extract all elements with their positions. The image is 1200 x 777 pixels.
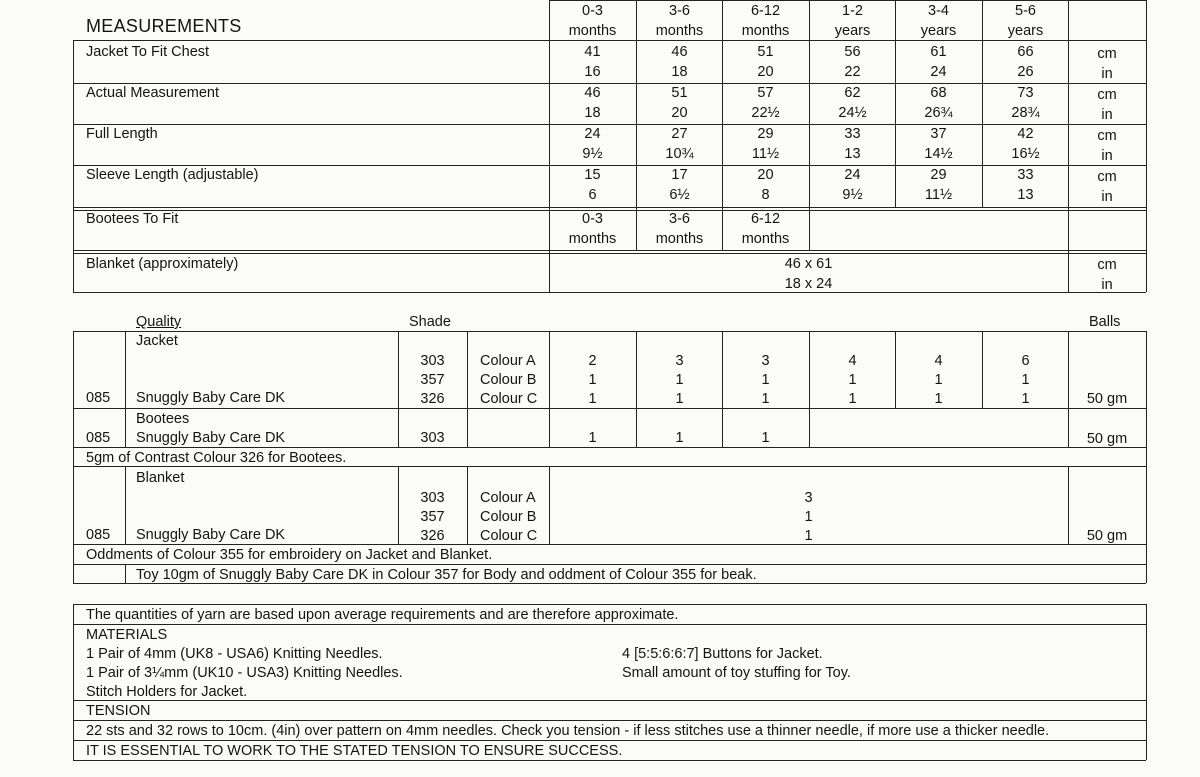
jacket-colour: Colour A [480, 353, 536, 369]
blanket-colour: Colour A [480, 490, 536, 506]
page-title: MEASUREMENTS [86, 16, 242, 36]
materials-item: Small amount of toy stuffing for Toy. [622, 665, 851, 681]
unit-in: in [1101, 148, 1113, 164]
measurement-cm-value: 51 [671, 85, 688, 101]
rule [125, 466, 126, 544]
bootees-balls-value: 1 [675, 430, 684, 446]
measurement-label: Sleeve Length (adjustable) [86, 167, 259, 183]
jacket-balls-value: 3 [675, 353, 684, 369]
rule [73, 253, 1146, 254]
rule [125, 564, 126, 583]
measurement-cm-value: 46 [671, 44, 688, 60]
tension-text: 22 sts and 32 rows to 10cm. (4in) over pattern on 4mm needles. Check you tension - if less stitches use a thinner needle, if more use a thicker needle. [86, 723, 1050, 739]
jacket-shade: 357 [420, 372, 445, 388]
unit-cm: cm [1097, 128, 1117, 144]
materials-item: 4 [5:5:6:6:7] Buttons for Jacket. [622, 646, 823, 662]
size-header-range: 1-2 [842, 3, 863, 19]
measurement-in-value: 28¾ [1011, 105, 1040, 121]
rule [809, 408, 810, 447]
size-header-range: 5-6 [1015, 3, 1036, 19]
bootees-size-range: 6-12 [750, 211, 781, 227]
measurement-cm-value: 17 [671, 167, 688, 183]
bootees-balls-value: 1 [761, 430, 770, 446]
tension-heading: TENSION [86, 703, 151, 719]
size-header-unit: years [920, 23, 957, 39]
measurement-cm-value: 42 [1017, 126, 1034, 142]
bootees-label: Bootees To Fit [86, 211, 179, 227]
jacket-balls-value: 1 [1021, 372, 1030, 388]
bootees-size-unit: months [568, 231, 617, 247]
measurement-cm-value: 46 [584, 85, 601, 101]
bootees-balls-value: 1 [588, 430, 597, 446]
materials-item: 1 Pair of 3¼mm (UK10 - USA3) Knitting Needles. [86, 665, 403, 681]
measurement-label: Full Length [86, 126, 158, 142]
rule [1146, 604, 1147, 760]
measurement-in-value: 8 [761, 187, 770, 203]
rule [125, 331, 126, 408]
measurement-in-value: 18 [584, 105, 601, 121]
measurement-cm-value: 15 [584, 167, 601, 183]
measurement-in-value: 26¾ [924, 105, 953, 121]
bootees-size-range: 0-3 [582, 211, 603, 227]
rule [73, 604, 74, 760]
measurement-cm-value: 29 [757, 126, 774, 142]
blanket-yarn-heading: Blanket [136, 470, 185, 486]
measurement-in-value: 11½ [751, 146, 780, 162]
quality-header: Quality [136, 314, 182, 330]
blanket-balls-value: 1 [804, 528, 813, 544]
measurement-cm-value: 62 [844, 85, 861, 101]
unit-in: in [1101, 189, 1113, 205]
blanket-size-cm: 46 x 61 [784, 256, 833, 272]
measurement-in-value: 24 [930, 64, 947, 80]
jacket-balls-value: 2 [588, 353, 597, 369]
measurement-label: Jacket To Fit Chest [86, 44, 210, 60]
jacket-colour: Colour C [480, 391, 538, 407]
jacket-shade: 303 [420, 353, 445, 369]
rule [1146, 0, 1147, 292]
measurement-cm-value: 20 [757, 167, 774, 183]
measurement-cm-value: 33 [844, 126, 861, 142]
measurement-in-value: 14½ [924, 146, 953, 162]
measurement-in-value: 6 [588, 187, 597, 203]
blanket-colour: Colour C [480, 528, 538, 544]
toy-note: Toy 10gm of Snuggly Baby Care DK in Colour 357 for Body and oddment of Colour 355 for beak. [136, 567, 757, 583]
measurement-in-value: 26 [1017, 64, 1034, 80]
jacket-balls-value: 1 [761, 372, 770, 388]
blanket-size-in: 18 x 24 [784, 276, 833, 292]
quantities-note: The quantities of yarn are based upon average requirements and are therefore approximate. [86, 607, 679, 623]
measurement-in-value: 11½ [924, 187, 953, 203]
tension-warning: IT IS ESSENTIAL TO WORK TO THE STATED TENSION TO ENSURE SUCCESS. [86, 743, 623, 759]
measurement-in-value: 16½ [1011, 146, 1040, 162]
measurement-cm-value: 41 [584, 44, 601, 60]
blanket-shade: 303 [420, 490, 445, 506]
measurement-cm-value: 57 [757, 85, 774, 101]
unit-cm: cm [1097, 169, 1117, 185]
materials-item: 1 Pair of 4mm (UK8 - USA6) Knitting Needles. [86, 646, 383, 662]
unit-cm: cm [1097, 257, 1117, 273]
rule [73, 447, 1146, 448]
rule [73, 207, 1146, 208]
measurement-in-value: 22½ [751, 105, 780, 121]
measurement-cm-value: 24 [844, 167, 861, 183]
jacket-balls-value: 1 [1021, 391, 1030, 407]
rule [809, 207, 810, 250]
jacket-unit: 50 gm [1086, 391, 1128, 407]
rule [125, 408, 126, 447]
rule [73, 604, 1146, 605]
balls-header: Balls [1089, 314, 1121, 330]
measurement-cm-value: 61 [930, 44, 947, 60]
measurement-in-value: 18 [671, 64, 688, 80]
jacket-balls-value: 3 [761, 353, 770, 369]
rule [73, 40, 74, 292]
measurement-in-value: 9½ [582, 146, 603, 162]
measurement-in-value: 16 [584, 64, 601, 80]
measurement-cm-value: 51 [757, 44, 774, 60]
measurement-in-value: 6½ [669, 187, 690, 203]
bootees-yarn-unit: 50 gm [1086, 431, 1128, 447]
size-header-unit: months [568, 23, 617, 39]
jacket-balls-value: 1 [675, 372, 684, 388]
measurement-in-value: 10¾ [665, 146, 694, 162]
size-header-unit: months [741, 23, 790, 39]
jacket-balls-value: 1 [761, 391, 770, 407]
rule [73, 760, 1146, 761]
rule [467, 466, 468, 544]
jacket-balls-value: 1 [934, 391, 943, 407]
jacket-balls-value: 1 [588, 391, 597, 407]
blanket-shade: 357 [420, 509, 445, 525]
rule [1146, 331, 1147, 583]
jacket-heading: Jacket [136, 333, 178, 349]
measurement-cm-value: 56 [844, 44, 861, 60]
size-header-range: 3-4 [928, 3, 949, 19]
measurement-label: Actual Measurement [86, 85, 219, 101]
rule [73, 250, 1146, 251]
bootees-yarn-heading: Bootees [136, 411, 190, 427]
blanket-size-label: Blanket (approximately) [86, 256, 239, 272]
blanket-balls-value: 1 [804, 509, 813, 525]
size-header-range: 0-3 [582, 3, 603, 19]
rule [73, 720, 1146, 721]
blanket-yarn-quality: Snuggly Baby Care DK [136, 527, 286, 543]
bootees-size-range: 3-6 [669, 211, 690, 227]
rule [73, 40, 1146, 41]
size-header-range: 3-6 [669, 3, 690, 19]
size-header-unit: years [1007, 23, 1044, 39]
bootees-note: 5gm of Contrast Colour 326 for Bootees. [86, 450, 347, 466]
bootees-size-unit: months [741, 231, 790, 247]
measurement-cm-value: 66 [1017, 44, 1034, 60]
measurement-cm-value: 27 [671, 126, 688, 142]
bootees-yarn-shade: 303 [420, 430, 445, 446]
measurement-cm-value: 24 [584, 126, 601, 142]
measurement-in-value: 22 [844, 64, 861, 80]
measurement-in-value: 24½ [838, 105, 867, 121]
jacket-shade: 326 [420, 391, 445, 407]
size-header-unit: years [834, 23, 871, 39]
rule [73, 331, 1146, 332]
jacket-balls-value: 1 [848, 391, 857, 407]
jacket-balls-value: 1 [588, 372, 597, 388]
rule [73, 740, 1146, 741]
measurement-in-value: 13 [844, 146, 861, 162]
blanket-colour: Colour B [480, 509, 537, 525]
blanket-yarn-unit: 50 gm [1086, 528, 1128, 544]
jacket-balls-value: 1 [934, 372, 943, 388]
rule [73, 331, 74, 583]
measurement-cm-value: 68 [930, 85, 947, 101]
size-header-unit: months [655, 23, 704, 39]
jacket-colour: Colour B [480, 372, 537, 388]
measurement-cm-value: 37 [930, 126, 947, 142]
unit-in: in [1101, 66, 1113, 82]
jacket-balls-value: 4 [848, 353, 857, 369]
jacket-quality: Snuggly Baby Care DK [136, 390, 286, 406]
jacket-balls-value: 6 [1021, 353, 1030, 369]
unit-in: in [1101, 277, 1113, 293]
materials-item: Stitch Holders for Jacket. [86, 684, 248, 700]
materials-heading: MATERIALS [86, 627, 168, 643]
unit-cm: cm [1097, 46, 1117, 62]
bootees-yarn-quality: Snuggly Baby Care DK [136, 430, 286, 446]
measurement-cm-value: 33 [1017, 167, 1034, 183]
rule [467, 408, 468, 447]
rule [73, 564, 1146, 565]
jacket-code: 085 [86, 390, 111, 406]
rule [467, 331, 468, 408]
unit-in: in [1101, 107, 1113, 123]
jacket-balls-value: 1 [675, 391, 684, 407]
rule [549, 0, 1146, 1]
rule [73, 624, 1146, 625]
size-header-range: 6-12 [750, 3, 781, 19]
bootees-yarn-code: 085 [86, 430, 111, 446]
blanket-shade: 326 [420, 528, 445, 544]
unit-cm: cm [1097, 87, 1117, 103]
measurement-in-value: 9½ [842, 187, 863, 203]
bootees-size-unit: months [655, 231, 704, 247]
shade-header: Shade [409, 314, 451, 330]
measurement-cm-value: 29 [930, 167, 947, 183]
measurement-in-value: 20 [757, 64, 774, 80]
measurement-cm-value: 73 [1017, 85, 1034, 101]
jacket-balls-value: 4 [934, 353, 943, 369]
jacket-balls-value: 1 [848, 372, 857, 388]
measurement-in-value: 13 [1017, 187, 1034, 203]
oddments-note: Oddments of Colour 355 for embroidery on Jacket and Blanket. [86, 547, 493, 563]
blanket-balls-value: 3 [804, 490, 813, 506]
blanket-yarn-code: 085 [86, 527, 111, 543]
measurement-in-value: 20 [671, 105, 688, 121]
rule [73, 408, 1146, 409]
